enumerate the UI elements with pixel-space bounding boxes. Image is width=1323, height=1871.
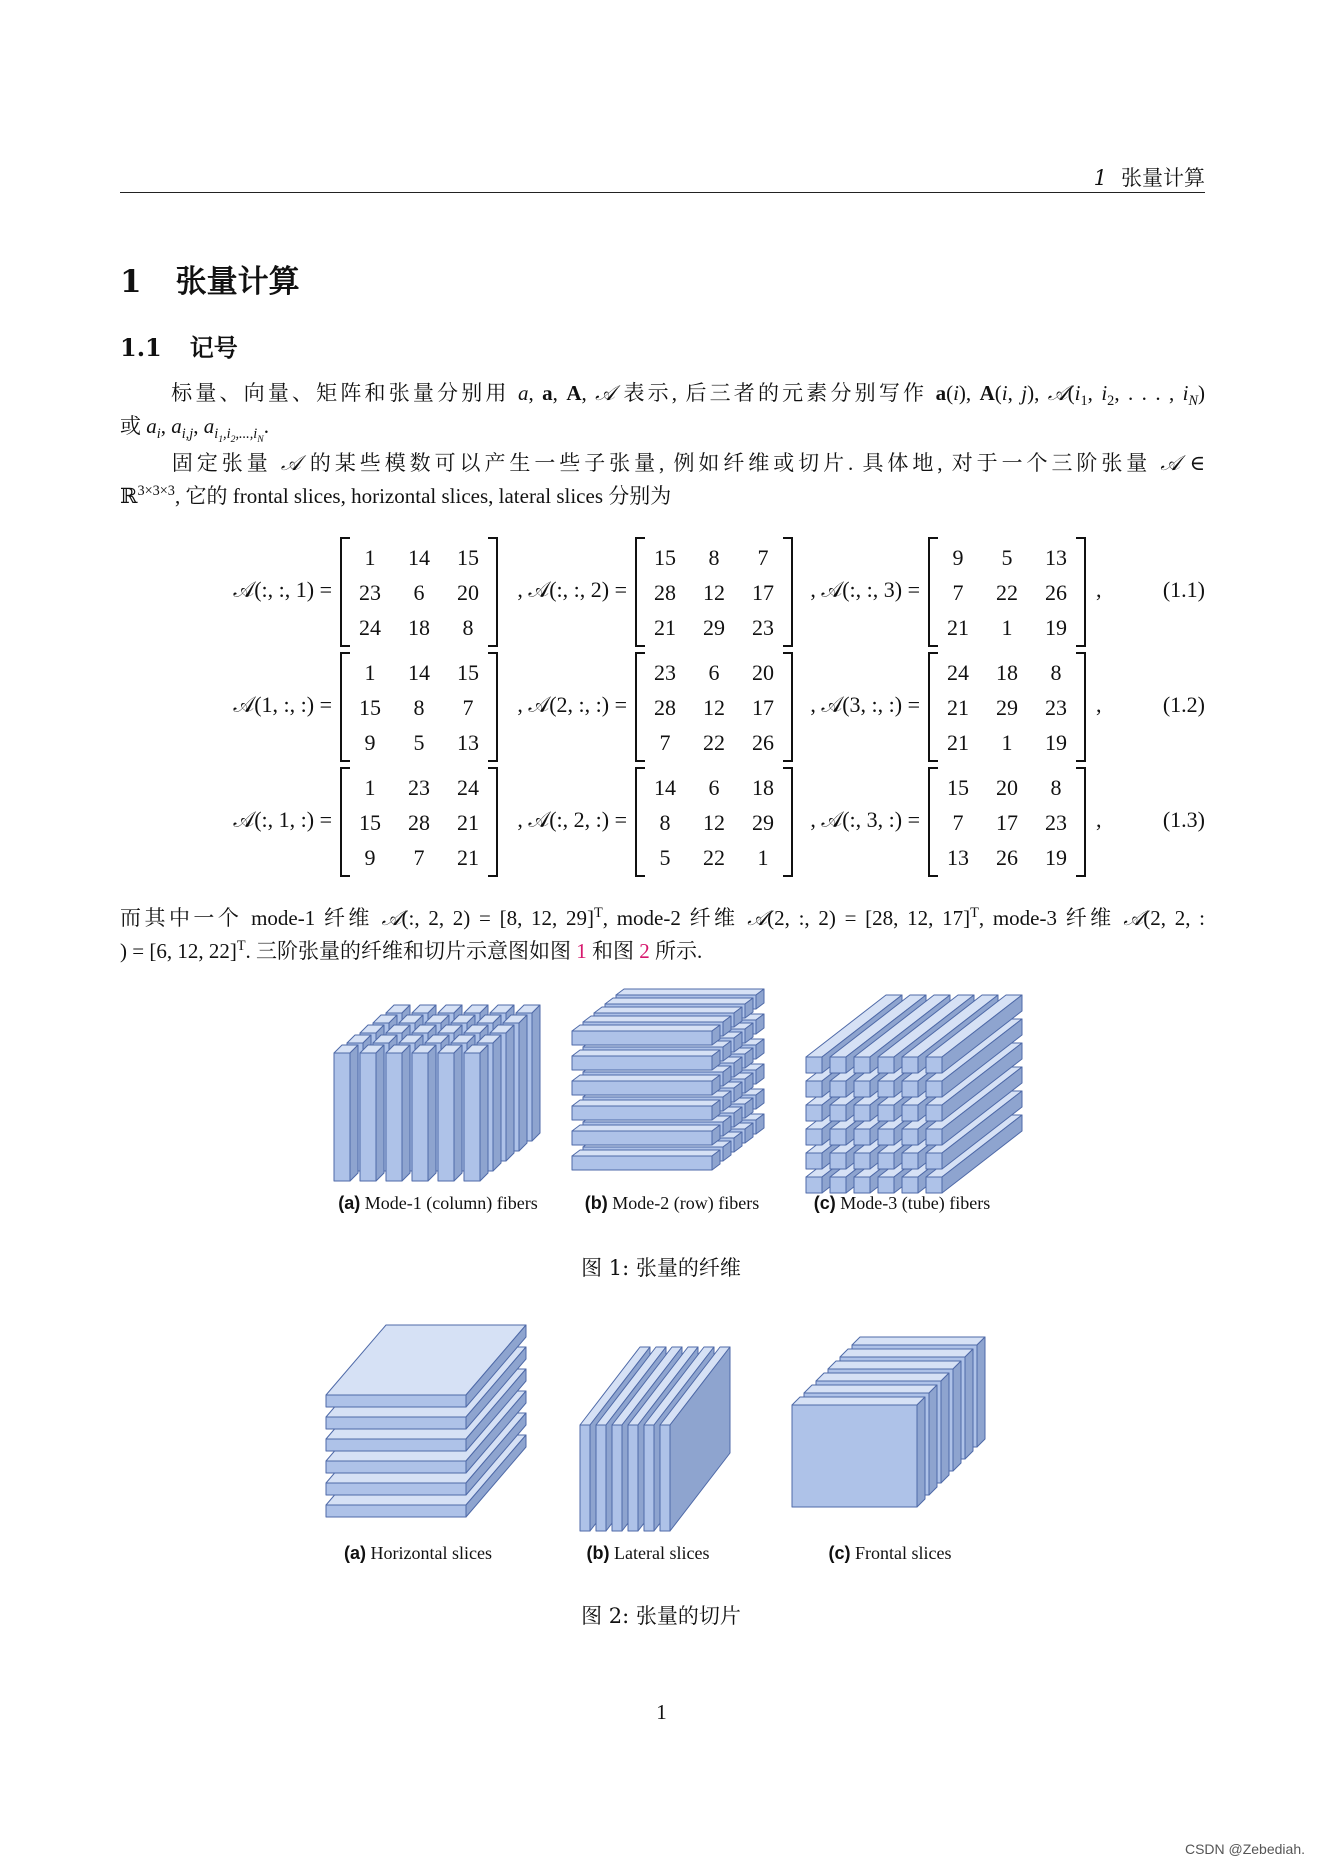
matrix-cell: 9 — [364, 845, 376, 870]
tube-fiber-front — [878, 1105, 894, 1121]
row-fiber-front — [572, 1106, 712, 1120]
equation-3-lhs-3: , 𝒜(:, 3, :) = — [810, 807, 920, 832]
matrix-cell: 7 — [462, 695, 474, 720]
running-head-number: 1 — [1093, 166, 1107, 190]
tube-fiber-front — [926, 1081, 942, 1097]
figure1b-caption — [562, 1193, 782, 1214]
row-fiber-top — [594, 1007, 742, 1013]
matrix-cell: 7 — [952, 580, 964, 605]
equation-1-lhs-2: , 𝒜(:, :, 2) = — [517, 577, 627, 602]
header-rule — [120, 192, 1205, 193]
matrix-cell: 18 — [752, 775, 774, 800]
matrix-cell: 6 — [708, 775, 720, 800]
matrix-cell: 15 — [359, 695, 381, 720]
matrix-cell: 21 — [947, 695, 969, 720]
frontal-slice-top — [792, 1397, 925, 1405]
paragraph-notation: 标量、向量、矩阵和张量分别用 a, a, A, 𝒜 表示, 后三者的元素分别写作 a(i), A(i, j), $𝒜(i_1$, $i_2$, . . . , $i_N$) 或 $a_i$, $a_{i,j}$, $a_{i_1,i_2,...,i_N}$. — [120, 381, 1206, 446]
matrix-cell: 8 — [1050, 660, 1062, 685]
matrix-cell: 26 — [996, 845, 1018, 870]
matrix-cell: 28 — [654, 580, 676, 605]
matrix-cell: 8 — [708, 545, 720, 570]
equation-2-lhs-1: 𝒜(1, :, :) = — [233, 692, 332, 717]
column-fiber-side — [402, 1045, 410, 1181]
row-fiber-top — [572, 1125, 720, 1131]
figure2-caption: 图 2: 张量的切片 — [581, 1604, 741, 1628]
frontal-slice-side — [965, 1349, 973, 1459]
figure1c-caption-label: (c) — [813, 1193, 836, 1213]
para2-text-a: 固定张量 — [168, 451, 281, 475]
figure2b-caption — [568, 1543, 728, 1564]
matrix-cell: 24 — [359, 615, 381, 640]
equation-1-matrix-2 — [635, 537, 793, 647]
row-fiber-top — [572, 1075, 720, 1081]
equation-1-lhs-1: 𝒜(:, :, 1) = — [233, 577, 332, 602]
matrix-cell: 12 — [703, 695, 725, 720]
para1-text-a: 标量、向量、矩阵和张量分别用 — [168, 381, 518, 405]
matrix-cell: 23 — [1045, 810, 1067, 835]
tube-fiber-front — [830, 1105, 846, 1121]
matrix-cell: 24 — [457, 775, 479, 800]
horizontal-slice-front — [326, 1461, 466, 1473]
equation-3-matrix-2 — [635, 767, 793, 877]
mode1-fibers-illustration — [330, 1005, 560, 1190]
subsection-title-text: 记号 — [189, 333, 238, 362]
horizontal-slice-front — [326, 1417, 466, 1429]
figure1c-caption — [792, 1193, 1012, 1214]
tube-fiber-front — [902, 1057, 918, 1073]
tube-fiber-front — [926, 1057, 942, 1073]
column-fiber-front — [412, 1053, 428, 1181]
equation-2-matrix-3 — [928, 652, 1086, 762]
horizontal-slice-front — [326, 1483, 466, 1495]
tube-fiber-front — [854, 1129, 870, 1145]
matrix-cell: 19 — [1045, 730, 1067, 755]
matrix-cell: 26 — [752, 730, 774, 755]
column-fiber-side — [376, 1045, 384, 1181]
matrix-cell: 12 — [703, 580, 725, 605]
matrix-cell: 15 — [457, 545, 479, 570]
tube-fiber-front — [878, 1057, 894, 1073]
section-title-text: 张量计算 — [175, 264, 300, 300]
tube-fiber-front — [878, 1081, 894, 1097]
matrix-cell: 23 — [752, 615, 774, 640]
paragraph-subtensors: 固定张量 𝒜 的某些模数可以产生一些子张量, 例如纤维或切片. 具体地, 对于一个三阶张量 𝒜 ∈ ℝ$^{3\times 3\times 3}$, 它的 frontal slices, horizontal slices, lateral slices 分别为 — [120, 451, 1206, 508]
matrix-cell: 6 — [708, 660, 720, 685]
matrix-cell: 23 — [359, 580, 381, 605]
matrix-cell: 21 — [947, 615, 969, 640]
para3-text-d: . 三阶张量的纤维和切片示意图如图 — [245, 939, 577, 963]
matrix-cell: 1 — [1001, 730, 1013, 755]
column-fiber-side — [519, 1015, 527, 1151]
matrix-cell: 22 — [996, 580, 1018, 605]
matrix-cell: 8 — [1050, 775, 1062, 800]
figure1a-caption-text: Mode-1 (column) fibers — [360, 1193, 538, 1213]
matrix-cell: 8 — [659, 810, 671, 835]
watermark: CSDN @Zebediah. — [1184, 1841, 1305, 1857]
matrix-cell: 1 — [364, 775, 376, 800]
matrix-cell: 7 — [413, 845, 425, 870]
row-fiber-top — [572, 1100, 720, 1106]
para3-text-a: 而其中一个 mode-1 纤维 — [120, 906, 382, 930]
frontal-slices-illustration — [782, 1345, 1002, 1530]
tube-fiber-front — [854, 1105, 870, 1121]
matrix-cell: 21 — [947, 730, 969, 755]
equation-3-matrix-3 — [928, 767, 1086, 877]
para3-text-e: 和图 — [586, 939, 640, 963]
horizontal-slice-front — [326, 1395, 466, 1407]
matrix-cell: 22 — [703, 845, 725, 870]
equation-2-number: (1.2) — [1162, 692, 1205, 717]
matrix-cell: 13 — [1045, 545, 1067, 570]
tube-fiber-front — [806, 1153, 822, 1169]
tube-fiber-front — [854, 1177, 870, 1193]
matrix-cell: 1 — [757, 845, 769, 870]
tube-fiber-front — [878, 1153, 894, 1169]
para3-text-b: , mode-2 纤维 — [602, 906, 748, 930]
equation-2-matrix-2 — [635, 652, 793, 762]
matrix-cell: 29 — [703, 615, 725, 640]
para2-text-b: 的某些模数可以产生一些子张量, 例如纤维或切片. 具体地, 对于一个三阶张量 — [300, 451, 1161, 475]
matrix-cell: 9 — [364, 730, 376, 755]
frontal-slice-side — [953, 1361, 961, 1471]
figure1c-caption-text: Mode-3 (tube) fibers — [835, 1193, 991, 1213]
tube-fiber-front — [902, 1081, 918, 1097]
matrix-cell: 7 — [952, 810, 964, 835]
equation-1-matrix-1 — [340, 537, 498, 647]
para1-text-c: 或 — [120, 414, 147, 438]
equation-1-number: (1.1) — [1162, 577, 1205, 602]
column-fiber-side — [493, 1035, 501, 1171]
figure2-ref-link[interactable]: 2 — [639, 939, 650, 963]
tube-fiber-front — [902, 1129, 918, 1145]
equation-2-comma: , — [1096, 692, 1102, 717]
matrix-cell: 6 — [413, 580, 425, 605]
tube-fiber-front — [806, 1129, 822, 1145]
tube-fiber-front — [854, 1153, 870, 1169]
frontal-slice-front — [792, 1405, 917, 1507]
row-fiber-top — [583, 1016, 731, 1022]
tube-fiber-front — [902, 1177, 918, 1193]
lateral-slice-front — [660, 1425, 670, 1531]
mode2-fibers-illustration — [562, 1005, 792, 1190]
row-fiber-top — [572, 1150, 720, 1156]
figure1b-caption-text: Mode-2 (row) fibers — [607, 1193, 760, 1213]
tube-fiber-front — [830, 1057, 846, 1073]
horizontal-slices-illustration — [318, 1345, 538, 1530]
lateral-slice-front — [612, 1425, 622, 1531]
tube-fiber-front — [806, 1057, 822, 1073]
lateral-slice-front — [628, 1425, 638, 1531]
tube-fiber-front — [806, 1105, 822, 1121]
column-fiber-front — [438, 1053, 454, 1181]
frontal-slice-top — [840, 1349, 973, 1357]
frontal-slice-side — [929, 1385, 937, 1495]
matrix-cell: 28 — [408, 810, 430, 835]
matrix-cell: 7 — [659, 730, 671, 755]
matrix-cell: 13 — [947, 845, 969, 870]
tube-fiber-front — [878, 1177, 894, 1193]
row-fiber-top — [616, 989, 764, 995]
matrix-cell: 8 — [462, 615, 474, 640]
matrix-cell: 17 — [752, 695, 774, 720]
tube-fiber-front — [830, 1081, 846, 1097]
tube-fiber-front — [926, 1105, 942, 1121]
running-head — [1094, 162, 1205, 192]
matrix-cell: 15 — [654, 545, 676, 570]
frontal-slice-side — [941, 1373, 949, 1483]
tube-fiber-front — [902, 1105, 918, 1121]
matrix-cell: 24 — [947, 660, 969, 685]
column-fiber-front — [334, 1053, 350, 1181]
matrix-cell: 17 — [752, 580, 774, 605]
matrix-cell: 5 — [413, 730, 425, 755]
figure2a-caption — [318, 1543, 518, 1564]
figure2a-caption-text: Horizontal slices — [366, 1543, 492, 1563]
matrix-cell: 23 — [654, 660, 676, 685]
matrix-cell: 22 — [703, 730, 725, 755]
matrix-cell: 12 — [703, 810, 725, 835]
tube-fiber-front — [806, 1081, 822, 1097]
matrix-cell: 23 — [1045, 695, 1067, 720]
matrix-cell: 5 — [1001, 545, 1013, 570]
matrix-cell: 14 — [408, 545, 430, 570]
tube-fiber-front — [830, 1129, 846, 1145]
figure2c-caption — [800, 1543, 980, 1564]
equation-3-number: (1.3) — [1162, 807, 1205, 832]
figure2c-caption-text: Frontal slices — [850, 1543, 952, 1563]
frontal-slice-top — [816, 1373, 949, 1381]
matrix-cell: 9 — [952, 545, 964, 570]
figure1a-caption-label: (a) — [338, 1193, 361, 1213]
equation-3-comma: , — [1096, 807, 1102, 832]
column-fiber-front — [386, 1053, 402, 1181]
horizontal-slice-front — [326, 1439, 466, 1451]
lateral-slice-front — [580, 1425, 590, 1531]
matrix-cell: 8 — [413, 695, 425, 720]
equation-2-lhs-2: , 𝒜(2, :, :) = — [517, 692, 627, 717]
matrix-cell: 15 — [359, 810, 381, 835]
column-fiber-side — [454, 1045, 462, 1181]
equation-2-lhs-3: , 𝒜(3, :, :) = — [810, 692, 920, 717]
matrix-cell: 28 — [654, 695, 676, 720]
matrix-cell: 20 — [996, 775, 1018, 800]
frontal-slice-top — [804, 1385, 937, 1393]
row-fiber-front — [572, 1156, 712, 1170]
subsection-number: 1.1 — [120, 333, 162, 362]
matrix-cell: 14 — [654, 775, 676, 800]
section-number: 1 — [120, 264, 142, 300]
column-fiber-side — [428, 1045, 436, 1181]
figure1-caption: 图 1: 张量的纤维 — [581, 1256, 741, 1280]
subsection-title — [120, 328, 238, 363]
matrix-cell: 17 — [996, 810, 1018, 835]
tube-fiber-front — [902, 1153, 918, 1169]
row-fiber-front — [572, 1131, 712, 1145]
equation-2-matrix-1 — [340, 652, 498, 762]
figure2a-caption-label: (a) — [344, 1543, 367, 1563]
equation-1-comma: , — [1096, 577, 1102, 602]
frontal-slice-top — [828, 1361, 961, 1369]
lateral-slice-front — [644, 1425, 654, 1531]
paragraph-fibers: 而其中一个 mode-1 纤维 𝒜(:, 2, 2) = [8, 12, 29]$^T$, mode-2 纤维 𝒜(2, :, 2) = [28, 12, 17]$^T$, mode-3 纤维 𝒜(2, 2, : ) = [6, 12, 22]$^T$. 三阶张量的纤维和切片示意图如图 1 和图 2 所示. — [120, 905, 1206, 963]
matrix-cell: 18 — [996, 660, 1018, 685]
equation-3-lhs-1: 𝒜(:, 1, :) = — [233, 807, 332, 832]
column-fiber-side — [506, 1025, 514, 1161]
frontal-slice-side — [917, 1397, 925, 1507]
matrix-cell: 1 — [364, 545, 376, 570]
matrix-cell: 19 — [1045, 615, 1067, 640]
tube-fiber-front — [878, 1129, 894, 1145]
row-fiber-top — [572, 1050, 720, 1056]
matrix-cell: 5 — [659, 845, 671, 870]
row-fiber-front — [572, 1031, 712, 1045]
figure2b-caption-label: (b) — [586, 1543, 610, 1563]
tube-fiber-front — [854, 1081, 870, 1097]
matrix-cell: 19 — [1045, 845, 1067, 870]
column-fiber-front — [464, 1053, 480, 1181]
figure2c-caption-label: (c) — [828, 1543, 851, 1563]
page-number: 1 — [656, 1700, 667, 1724]
para3-text-f: 所示. — [649, 939, 703, 963]
column-fiber-front — [360, 1053, 376, 1181]
matrix-cell: 14 — [408, 660, 430, 685]
column-fiber-side — [532, 1005, 540, 1141]
equation-1-matrix-3 — [928, 537, 1086, 647]
tube-fiber-front — [926, 1153, 942, 1169]
tube-fiber-front — [830, 1153, 846, 1169]
matrix-cell: 7 — [757, 545, 769, 570]
lateral-slice-front — [596, 1425, 606, 1531]
column-fiber-side — [480, 1045, 488, 1181]
matrix-cell: 13 — [457, 730, 479, 755]
mode3-fibers-illustration — [800, 1005, 1030, 1190]
matrix-cell: 1 — [364, 660, 376, 685]
section-title — [120, 256, 300, 301]
horizontal-slice-front — [326, 1505, 466, 1517]
para1-text-b: 表示, 后三者的元素分别写作 — [615, 381, 936, 405]
frontal-slice-top — [852, 1337, 985, 1345]
matrix-cell: 21 — [457, 810, 479, 835]
tube-fiber-front — [854, 1057, 870, 1073]
matrix-cell: 15 — [457, 660, 479, 685]
matrix-cell: 18 — [408, 615, 430, 640]
figure1-ref-link[interactable]: 1 — [576, 939, 587, 963]
lateral-slices-illustration — [568, 1345, 748, 1530]
matrix-cell: 1 — [1001, 615, 1013, 640]
column-fiber-side — [350, 1045, 358, 1181]
row-fiber-top — [572, 1025, 720, 1031]
para3-text-c: , mode-3 纤维 — [978, 906, 1124, 930]
para2-text-c: , 它的 frontal slices, horizontal slices, lateral slices 分别为 — [174, 484, 672, 508]
tube-fiber-front — [926, 1129, 942, 1145]
running-head-title: 张量计算 — [1121, 166, 1205, 190]
matrix-cell: 26 — [1045, 580, 1067, 605]
tube-fiber-front — [830, 1177, 846, 1193]
equation-1-lhs-3: , 𝒜(:, :, 3) = — [810, 577, 920, 602]
matrix-cell: 29 — [752, 810, 774, 835]
matrix-cell: 21 — [457, 845, 479, 870]
tube-fiber-front — [926, 1177, 942, 1193]
row-fiber-top — [605, 998, 753, 1004]
figure2b-caption-text: Lateral slices — [609, 1543, 710, 1563]
matrix-cell: 20 — [457, 580, 479, 605]
row-fiber-front — [572, 1056, 712, 1070]
figure1b-caption-label: (b) — [584, 1193, 608, 1213]
matrix-cell: 29 — [996, 695, 1018, 720]
figure1a-caption — [318, 1193, 558, 1214]
matrix-cell: 20 — [752, 660, 774, 685]
matrix-cell: 23 — [408, 775, 430, 800]
matrix-cell: 21 — [654, 615, 676, 640]
matrix-cell: 15 — [947, 775, 969, 800]
equation-3-matrix-1 — [340, 767, 498, 877]
row-fiber-front — [572, 1081, 712, 1095]
tube-fiber-front — [806, 1177, 822, 1193]
equation-3-lhs-2: , 𝒜(:, 2, :) = — [517, 807, 627, 832]
frontal-slice-side — [977, 1337, 985, 1447]
